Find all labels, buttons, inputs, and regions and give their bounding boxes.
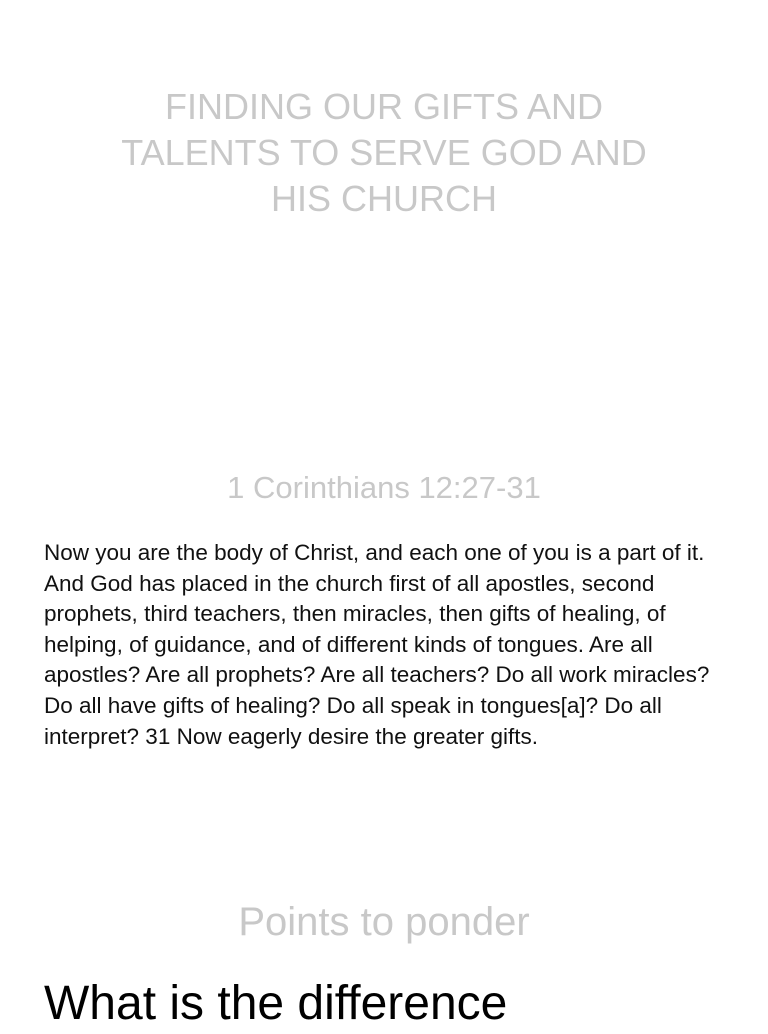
slide-title: FINDING OUR GIFTS AND TALENTS TO SERVE GOD AND HIS CHURCH	[121, 86, 647, 219]
points-to-ponder-heading: Points to ponder	[238, 900, 530, 944]
scripture-reference: 1 Corinthians 12:27-31	[227, 470, 541, 505]
ponder-question: What is the difference	[44, 977, 508, 1030]
scripture-passage: Now you are the body of Christ, and each one of you is a part of it. And God has placed in the church first of all apostles, second prophets, third teachers, then miracles, then gifts of healing, of helping, of guidance, and of different kinds of tongues. Are all apostles? Are all prophets? Are all teachers? Do all work miracles? Do all have gifts of healing? Do all speak in tongues[a]? Do all interpret? 31 Now eagerly desire the greater gifts.	[44, 540, 710, 749]
